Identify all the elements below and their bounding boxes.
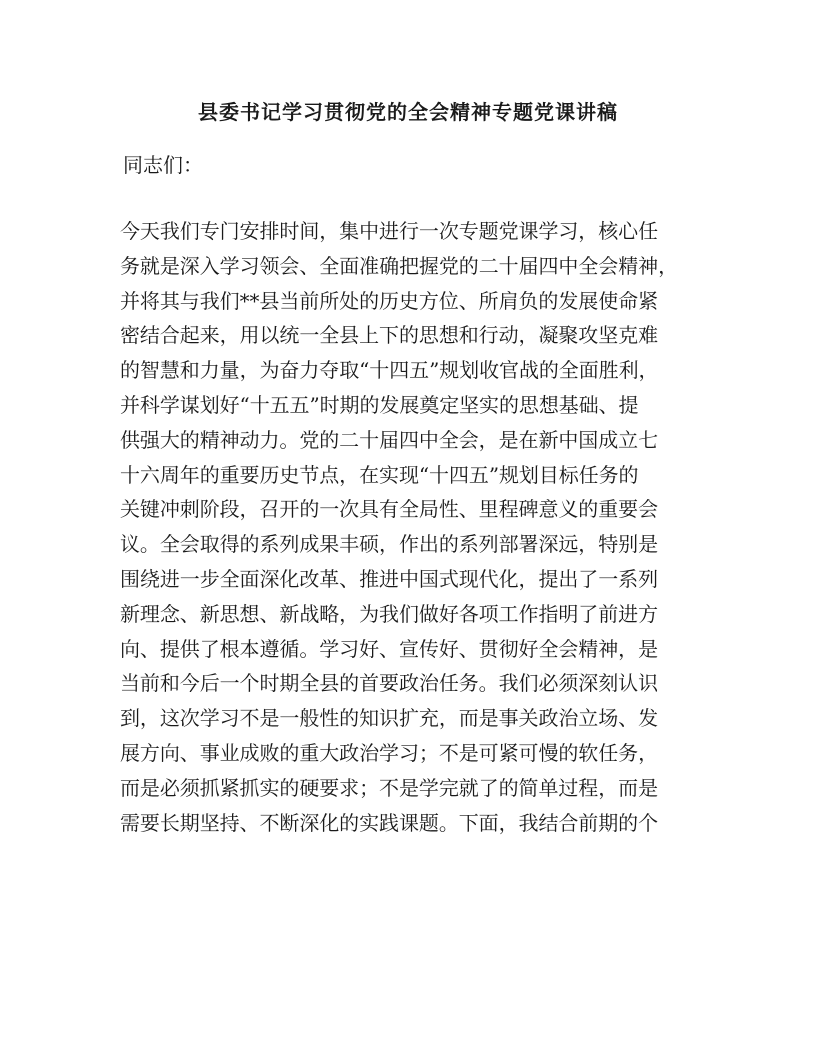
text-line: 到，这次学习不是一般性的知识扩充，而是事关政治立场、发 <box>120 706 658 731</box>
text-line: 务就是深入学习领会、全面准确把握党的二十届四中全会精神， <box>120 253 678 278</box>
text-line: 需要长期坚持、不断深化的实践课题。下面，我结合前期的个 <box>120 810 658 835</box>
text-line: 供强大的精神动力。党的二十届四中全会，是在新中国成立七 <box>120 427 658 452</box>
text-line: 今天我们专门安排时间，集中进行一次专题党课学习，核心任 <box>120 219 658 243</box>
body-paragraph <box>120 214 700 840</box>
salutation: 同志们： <box>123 153 203 177</box>
text-line: 关键冲刺阶段，召开的一次具有全局性、里程碑意义的重要会 <box>120 497 658 522</box>
text-line: 围绕进一步全面深化改革、推进中国式现代化，提出了一系列 <box>120 566 658 591</box>
text-line: 向、提供了根本遵循。学习好、宣传好、贯彻好全会精神，是 <box>120 636 658 661</box>
text-line: 展方向、事业成败的重大政治学习；不是可紧可慢的软任务， <box>120 740 658 765</box>
text-line: 而是必须抓紧抓实的硬要求；不是学完就了的简单过程，而是 <box>120 775 658 800</box>
text-line: 当前和今后一个时期全县的首要政治任务。我们必须深刻认识 <box>120 671 658 696</box>
text-line: 十六周年的重要历史节点，在实现“十四五”规划目标任务的 <box>120 462 639 487</box>
text-line: 并科学谋划好“十五五”时期的发展奠定坚实的思想基础、提 <box>120 392 639 417</box>
text-line: 密结合起来，用以统一全县上下的思想和行动，凝聚攻坚克难 <box>120 323 658 348</box>
text-line: 议。全会取得的系列成果丰硕，作出的系列部署深远，特别是 <box>120 532 658 557</box>
text-line: 并将其与我们**县当前所处的历史方位、所肩负的发展使命紧 <box>120 288 658 313</box>
text-line: 的智慧和力量，为奋力夺取“十四五”规划收官战的全面胜利， <box>120 358 659 383</box>
text-line: 新理念、新思想、新战略，为我们做好各项工作指明了前进方 <box>120 601 658 626</box>
document-title: 县委书记学习贯彻党的全会精神专题党课讲稿 <box>198 100 618 124</box>
